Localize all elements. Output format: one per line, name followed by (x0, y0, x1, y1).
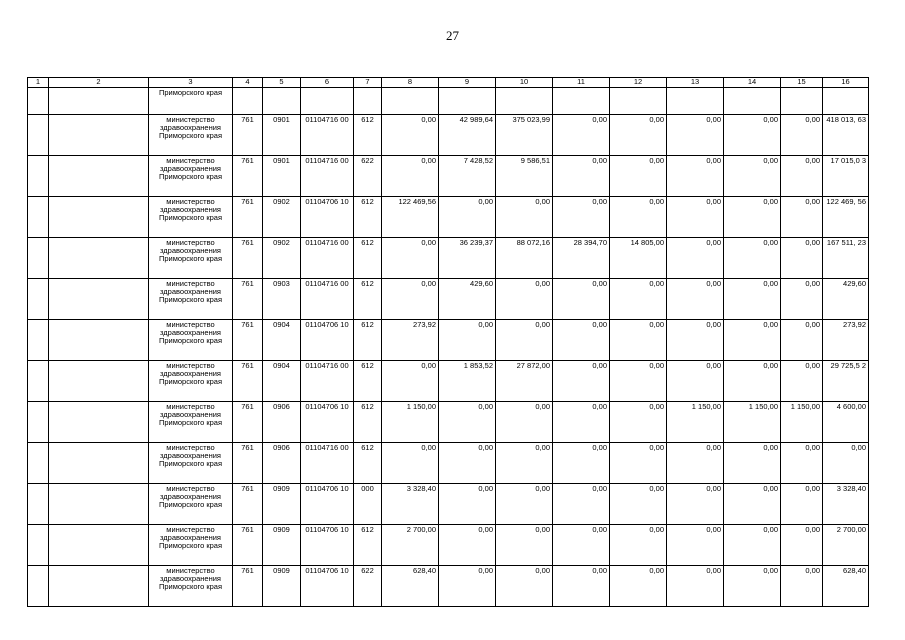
cell-col-3: министерство здравоохранения Приморского края (149, 402, 233, 443)
cell-col-11: 0,00 (553, 361, 610, 402)
cell-col-11: 0,00 (553, 197, 610, 238)
cell-col-4: 761 (233, 443, 263, 484)
cell-col-11: 0,00 (553, 484, 610, 525)
cell-col-16: 0,00 (823, 443, 869, 484)
cell-empty (49, 156, 149, 197)
cell-col-16: 429,60 (823, 279, 869, 320)
cell-col-9: 42 989,64 (439, 115, 496, 156)
cell-col-11: 0,00 (553, 279, 610, 320)
column-number: 12 (610, 78, 667, 88)
cell-empty (301, 88, 354, 115)
cell-col-14: 0,00 (724, 320, 781, 361)
cell-col-8: 0,00 (382, 361, 439, 402)
cell-col-5: 0909 (263, 566, 301, 607)
cell-col-14: 0,00 (724, 443, 781, 484)
cell-col-8: 0,00 (382, 238, 439, 279)
table-row (28, 484, 869, 525)
cell-col-16: 628,40 (823, 566, 869, 607)
column-number: 1 (28, 78, 49, 88)
cell-col-16: 29 725,5 2 (823, 361, 869, 402)
cell-col-12: 0,00 (610, 279, 667, 320)
cell-col-3: министерство здравоохранения Приморского края (149, 443, 233, 484)
cell-col-14: 0,00 (724, 484, 781, 525)
cell-col-16: 17 015,0 3 (823, 156, 869, 197)
cell-col-13: 0,00 (667, 525, 724, 566)
cell-empty (610, 88, 667, 115)
cell-col-4: 761 (233, 361, 263, 402)
cell-empty (49, 238, 149, 279)
cell-empty (496, 88, 553, 115)
cell-col-14: 0,00 (724, 361, 781, 402)
cell-col-10: 0,00 (496, 197, 553, 238)
cell-col-5: 0904 (263, 320, 301, 361)
cell-col-7: 622 (354, 566, 382, 607)
table-row (28, 566, 869, 607)
cell-col-7: 612 (354, 115, 382, 156)
table-row (28, 320, 869, 361)
cell-col-12: 0,00 (610, 197, 667, 238)
cell-empty (263, 88, 301, 115)
cell-col-9: 0,00 (439, 566, 496, 607)
cell-col-6: 01104706 10 (301, 525, 354, 566)
cell-col-10: 0,00 (496, 402, 553, 443)
cell-col-13: 0,00 (667, 484, 724, 525)
cell-col-12: 0,00 (610, 525, 667, 566)
cell-col-3: министерство здравоохранения Приморского края (149, 566, 233, 607)
cell-col-10: 9 586,51 (496, 156, 553, 197)
cell-col-5: 0901 (263, 115, 301, 156)
cell-col-11: 0,00 (553, 156, 610, 197)
cell-col-13: 0,00 (667, 238, 724, 279)
cell-col-12: 0,00 (610, 320, 667, 361)
cell-col-15: 0,00 (781, 320, 823, 361)
cell-col-9: 429,60 (439, 279, 496, 320)
cell-col-3: министерство здравоохранения Приморского края (149, 320, 233, 361)
cell-col-9: 0,00 (439, 320, 496, 361)
cell-col-13: 0,00 (667, 361, 724, 402)
cell-col-6: 01104716 00 (301, 443, 354, 484)
cell-empty (28, 197, 49, 238)
cell-col-7: 612 (354, 525, 382, 566)
cell-col-13: 0,00 (667, 320, 724, 361)
column-number: 6 (301, 78, 354, 88)
cell-empty (49, 361, 149, 402)
cell-col-3: министерство здравоохранения Приморского края (149, 238, 233, 279)
cell-col-15: 0,00 (781, 115, 823, 156)
column-number: 10 (496, 78, 553, 88)
cell-col-7: 612 (354, 361, 382, 402)
column-number: 11 (553, 78, 610, 88)
cell-col-14: 1 150,00 (724, 402, 781, 443)
cell-col-15: 0,00 (781, 443, 823, 484)
cell-col-14: 0,00 (724, 566, 781, 607)
table-row (28, 115, 869, 156)
cell-col-16: 4 600,00 (823, 402, 869, 443)
cell-col-6: 01104706 10 (301, 484, 354, 525)
cell-col-16: 3 328,40 (823, 484, 869, 525)
cell-col-8: 3 328,40 (382, 484, 439, 525)
table-row (28, 443, 869, 484)
cell-col-15: 0,00 (781, 238, 823, 279)
cell-col-5: 0909 (263, 484, 301, 525)
cell-col-14: 0,00 (724, 525, 781, 566)
cell-col-5: 0901 (263, 156, 301, 197)
column-number: 16 (823, 78, 869, 88)
cell-empty (28, 156, 49, 197)
cell-recipient: Приморского края (149, 88, 233, 115)
cell-col-9: 7 428,52 (439, 156, 496, 197)
cell-col-6: 01104706 10 (301, 402, 354, 443)
cell-empty (781, 88, 823, 115)
cell-col-6: 01104716 00 (301, 361, 354, 402)
cell-col-7: 612 (354, 197, 382, 238)
cell-col-8: 0,00 (382, 279, 439, 320)
cell-empty (49, 197, 149, 238)
cell-col-15: 0,00 (781, 156, 823, 197)
cell-empty (49, 443, 149, 484)
column-number: 7 (354, 78, 382, 88)
cell-col-13: 0,00 (667, 279, 724, 320)
cell-empty (49, 402, 149, 443)
table-row (28, 525, 869, 566)
cell-col-12: 0,00 (610, 361, 667, 402)
cell-col-11: 0,00 (553, 525, 610, 566)
cell-col-9: 36 239,37 (439, 238, 496, 279)
cell-empty (28, 484, 49, 525)
cell-col-14: 0,00 (724, 197, 781, 238)
cell-col-8: 273,92 (382, 320, 439, 361)
cell-empty (28, 238, 49, 279)
cell-col-11: 0,00 (553, 443, 610, 484)
cell-empty (28, 566, 49, 607)
cell-col-8: 0,00 (382, 115, 439, 156)
cell-col-7: 000 (354, 484, 382, 525)
cell-col-5: 0904 (263, 361, 301, 402)
cell-col-3: министерство здравоохранения Приморского края (149, 156, 233, 197)
cell-empty (667, 88, 724, 115)
column-number-row (28, 78, 869, 88)
cell-col-13: 0,00 (667, 197, 724, 238)
cell-col-4: 761 (233, 156, 263, 197)
cell-col-16: 2 700,00 (823, 525, 869, 566)
cell-col-10: 88 072,16 (496, 238, 553, 279)
cell-col-13: 0,00 (667, 115, 724, 156)
cell-empty (28, 525, 49, 566)
cell-col-5: 0902 (263, 238, 301, 279)
cell-col-8: 122 469,56 (382, 197, 439, 238)
cell-empty (28, 279, 49, 320)
table-body (28, 78, 869, 607)
cell-col-10: 0,00 (496, 443, 553, 484)
continuation-row (28, 88, 869, 115)
cell-col-5: 0906 (263, 443, 301, 484)
cell-col-4: 761 (233, 525, 263, 566)
cell-col-13: 1 150,00 (667, 402, 724, 443)
cell-col-4: 761 (233, 197, 263, 238)
cell-col-12: 0,00 (610, 402, 667, 443)
cell-col-7: 612 (354, 279, 382, 320)
cell-empty (28, 88, 49, 115)
cell-empty (823, 88, 869, 115)
cell-empty (28, 361, 49, 402)
cell-empty (382, 88, 439, 115)
cell-col-16: 418 013, 63 (823, 115, 869, 156)
cell-col-3: министерство здравоохранения Приморского края (149, 361, 233, 402)
cell-col-10: 0,00 (496, 525, 553, 566)
cell-col-8: 628,40 (382, 566, 439, 607)
cell-col-14: 0,00 (724, 238, 781, 279)
cell-empty (724, 88, 781, 115)
cell-col-7: 612 (354, 402, 382, 443)
cell-col-10: 0,00 (496, 566, 553, 607)
cell-col-12: 0,00 (610, 156, 667, 197)
cell-col-3: министерство здравоохранения Приморского края (149, 115, 233, 156)
cell-empty (439, 88, 496, 115)
cell-col-8: 2 700,00 (382, 525, 439, 566)
cell-col-3: министерство здравоохранения Приморского края (149, 197, 233, 238)
table-row (28, 402, 869, 443)
cell-empty (553, 88, 610, 115)
cell-col-8: 0,00 (382, 443, 439, 484)
cell-col-3: министерство здравоохранения Приморского края (149, 484, 233, 525)
cell-col-4: 761 (233, 484, 263, 525)
column-number: 2 (49, 78, 149, 88)
cell-col-15: 0,00 (781, 566, 823, 607)
column-number: 14 (724, 78, 781, 88)
column-number: 5 (263, 78, 301, 88)
cell-col-15: 0,00 (781, 197, 823, 238)
cell-col-12: 0,00 (610, 484, 667, 525)
cell-col-5: 0906 (263, 402, 301, 443)
cell-empty (354, 88, 382, 115)
column-number: 8 (382, 78, 439, 88)
column-number: 4 (233, 78, 263, 88)
table-row (28, 197, 869, 238)
cell-col-7: 612 (354, 238, 382, 279)
cell-col-6: 01104716 00 (301, 279, 354, 320)
cell-col-15: 0,00 (781, 279, 823, 320)
cell-empty (49, 566, 149, 607)
cell-col-13: 0,00 (667, 566, 724, 607)
cell-col-6: 01104706 10 (301, 197, 354, 238)
table-row (28, 238, 869, 279)
cell-col-11: 0,00 (553, 566, 610, 607)
cell-col-9: 0,00 (439, 484, 496, 525)
cell-col-13: 0,00 (667, 156, 724, 197)
cell-col-15: 0,00 (781, 484, 823, 525)
cell-empty (49, 320, 149, 361)
cell-col-4: 761 (233, 279, 263, 320)
cell-empty (28, 443, 49, 484)
cell-col-15: 0,00 (781, 525, 823, 566)
budget-table (27, 77, 869, 607)
column-number: 3 (149, 78, 233, 88)
cell-empty (233, 88, 263, 115)
cell-col-5: 0902 (263, 197, 301, 238)
cell-col-5: 0903 (263, 279, 301, 320)
cell-col-7: 612 (354, 320, 382, 361)
cell-empty (28, 402, 49, 443)
cell-empty (49, 525, 149, 566)
cell-col-9: 0,00 (439, 402, 496, 443)
cell-col-6: 01104706 10 (301, 320, 354, 361)
cell-col-11: 0,00 (553, 402, 610, 443)
table-row (28, 156, 869, 197)
cell-col-4: 761 (233, 320, 263, 361)
cell-col-7: 622 (354, 156, 382, 197)
cell-empty (49, 484, 149, 525)
cell-col-9: 0,00 (439, 525, 496, 566)
cell-col-3: министерство здравоохранения Приморского края (149, 279, 233, 320)
cell-col-16: 273,92 (823, 320, 869, 361)
cell-empty (49, 279, 149, 320)
table-row (28, 279, 869, 320)
cell-col-6: 01104716 00 (301, 238, 354, 279)
cell-empty (28, 320, 49, 361)
cell-col-11: 0,00 (553, 115, 610, 156)
cell-col-10: 375 023,99 (496, 115, 553, 156)
cell-col-16: 122 469, 56 (823, 197, 869, 238)
cell-col-8: 0,00 (382, 156, 439, 197)
cell-col-14: 0,00 (724, 279, 781, 320)
cell-col-11: 28 394,70 (553, 238, 610, 279)
cell-col-6: 01104716 00 (301, 115, 354, 156)
cell-col-4: 761 (233, 402, 263, 443)
cell-col-6: 01104716 00 (301, 156, 354, 197)
column-number: 13 (667, 78, 724, 88)
cell-col-12: 0,00 (610, 566, 667, 607)
cell-col-5: 0909 (263, 525, 301, 566)
cell-col-9: 0,00 (439, 443, 496, 484)
cell-col-10: 0,00 (496, 484, 553, 525)
cell-col-11: 0,00 (553, 320, 610, 361)
cell-col-9: 1 853,52 (439, 361, 496, 402)
cell-col-4: 761 (233, 566, 263, 607)
cell-col-12: 14 805,00 (610, 238, 667, 279)
cell-col-7: 612 (354, 443, 382, 484)
cell-col-14: 0,00 (724, 156, 781, 197)
cell-col-3: министерство здравоохранения Приморского края (149, 525, 233, 566)
cell-empty (49, 88, 149, 115)
cell-col-6: 01104706 10 (301, 566, 354, 607)
cell-col-12: 0,00 (610, 443, 667, 484)
cell-col-8: 1 150,00 (382, 402, 439, 443)
cell-empty (28, 115, 49, 156)
cell-col-15: 1 150,00 (781, 402, 823, 443)
cell-col-12: 0,00 (610, 115, 667, 156)
cell-col-14: 0,00 (724, 115, 781, 156)
column-number: 15 (781, 78, 823, 88)
column-number: 9 (439, 78, 496, 88)
cell-col-4: 761 (233, 115, 263, 156)
cell-col-16: 167 511, 23 (823, 238, 869, 279)
page-number: 27 (446, 28, 459, 43)
cell-col-10: 0,00 (496, 279, 553, 320)
table-row (28, 361, 869, 402)
cell-col-10: 27 872,00 (496, 361, 553, 402)
cell-col-9: 0,00 (439, 197, 496, 238)
cell-col-10: 0,00 (496, 320, 553, 361)
cell-col-13: 0,00 (667, 443, 724, 484)
cell-empty (49, 115, 149, 156)
cell-col-4: 761 (233, 238, 263, 279)
cell-col-15: 0,00 (781, 361, 823, 402)
